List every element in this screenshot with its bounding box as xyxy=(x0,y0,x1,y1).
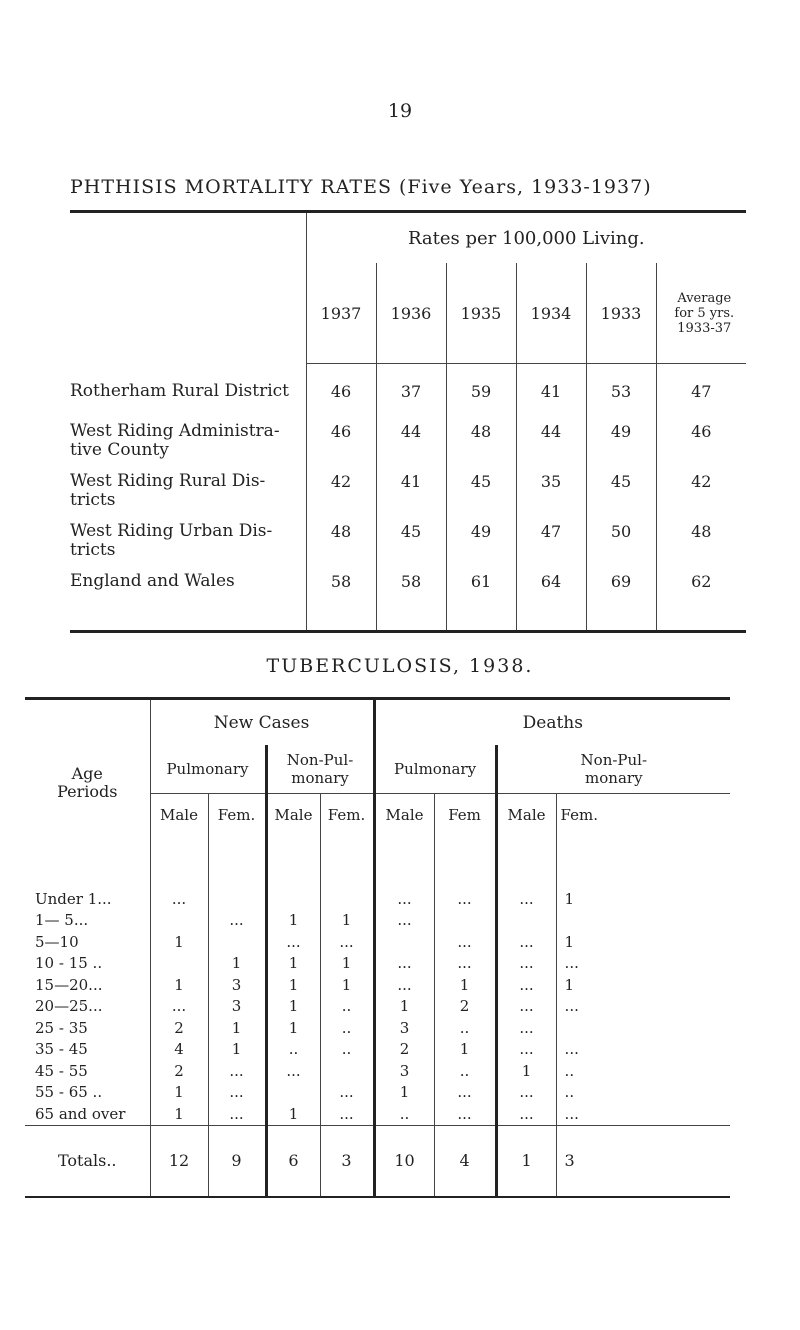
year-header: 1937 xyxy=(306,263,376,364)
count-cell xyxy=(556,910,730,932)
count-cell xyxy=(556,1017,730,1039)
label-line: tricts xyxy=(70,490,116,510)
rate-cell: 44 xyxy=(516,412,586,462)
label-line: England and Wales xyxy=(70,571,235,591)
count-cell: .. xyxy=(556,1060,730,1082)
count-cell: ... xyxy=(434,953,496,975)
count-cell: ... xyxy=(320,931,374,953)
rate-cell: 49 xyxy=(586,412,656,462)
label-line: Rotherham Rural District xyxy=(70,380,289,401)
rate-cell: 47 xyxy=(656,364,746,413)
count-cell: ... xyxy=(208,1060,266,1082)
count-cell: ... xyxy=(434,931,496,953)
count-cell: ... xyxy=(496,953,556,975)
count-cell: ... xyxy=(496,1017,556,1039)
female-header: Fem. xyxy=(320,794,374,867)
count-cell: ... xyxy=(374,974,434,996)
rate-cell: 61 xyxy=(446,562,516,632)
count-cell: 1 xyxy=(556,866,730,910)
age-period-cell: 15—20... xyxy=(35,975,103,994)
total-cell: 1 xyxy=(496,1125,556,1197)
table-row xyxy=(25,1103,730,1125)
count-cell: ... xyxy=(556,953,730,975)
header-line: monary xyxy=(585,769,643,787)
average-header-line: for 5 yrs. xyxy=(674,305,735,321)
count-cell xyxy=(150,910,208,932)
header-line: Age xyxy=(71,764,103,783)
count-cell: ... xyxy=(496,1082,556,1104)
count-cell: ... xyxy=(208,1082,266,1104)
totals-label: Totals.. xyxy=(25,1125,150,1197)
header-line: Non-Pul- xyxy=(580,751,648,769)
count-cell xyxy=(208,866,266,910)
rate-cell: 46 xyxy=(656,412,746,462)
table-row xyxy=(25,866,730,910)
age-periods-header xyxy=(25,699,150,867)
count-cell: ... xyxy=(434,1082,496,1104)
count-cell: ... xyxy=(556,1039,730,1061)
table-row xyxy=(25,996,730,1018)
tuberculosis-rows xyxy=(25,866,730,1125)
year-header: 1935 xyxy=(446,263,516,364)
count-cell: ... xyxy=(434,1103,496,1125)
count-cell: .. xyxy=(434,1060,496,1082)
rate-cell: 49 xyxy=(446,512,516,562)
total-cell: 3 xyxy=(556,1125,730,1197)
year-header: 1936 xyxy=(376,263,446,364)
table-row xyxy=(25,1039,730,1061)
year-header: 1934 xyxy=(516,263,586,364)
count-cell: 1 xyxy=(150,974,208,996)
average-header-line: 1933-37 xyxy=(677,320,732,336)
age-period-cell: 55 - 65 .. xyxy=(35,1083,103,1102)
rate-cell: 58 xyxy=(376,562,446,632)
table-row xyxy=(25,953,730,975)
table-row xyxy=(25,974,730,996)
rate-cell: 50 xyxy=(586,512,656,562)
year-header: 1933 xyxy=(586,263,656,364)
count-cell: 1 xyxy=(266,974,320,996)
count-cell: 1 xyxy=(374,1082,434,1104)
count-cell xyxy=(320,1060,374,1082)
count-cell: 1 xyxy=(208,1039,266,1061)
count-cell: 4 xyxy=(150,1039,208,1061)
count-cell: ... xyxy=(208,910,266,932)
count-cell: 1 xyxy=(320,953,374,975)
count-cell: 1 xyxy=(266,953,320,975)
count-cell: ... xyxy=(320,1082,374,1104)
female-header: Fem xyxy=(434,794,496,867)
header-line: Non-Pul- xyxy=(286,751,354,769)
count-cell: 3 xyxy=(208,996,266,1018)
count-cell xyxy=(434,910,496,932)
count-cell: ... xyxy=(556,996,730,1018)
age-period-cell: 45 - 55 xyxy=(35,1061,88,1080)
count-cell: 1 xyxy=(266,996,320,1018)
count-cell: ... xyxy=(208,1103,266,1125)
rate-cell: 44 xyxy=(376,412,446,462)
average-header xyxy=(656,263,746,364)
label-line: West Riding Urban Dis- xyxy=(70,521,273,541)
count-cell: 1 xyxy=(266,910,320,932)
table-row xyxy=(70,412,746,462)
count-cell: 3 xyxy=(374,1017,434,1039)
age-period-cell: 10 - 15 .. xyxy=(35,954,103,973)
count-cell: .. xyxy=(266,1039,320,1061)
district-label xyxy=(70,462,306,512)
rate-cell: 47 xyxy=(516,512,586,562)
count-cell: ... xyxy=(374,910,434,932)
count-cell: .. xyxy=(320,996,374,1018)
rate-cell: 42 xyxy=(306,462,376,512)
female-header: Fem. xyxy=(556,794,730,867)
male-header: Male xyxy=(266,794,320,867)
phthisis-title: PHTHISIS MORTALITY RATES (Five Years, 1933-1937) xyxy=(70,176,652,198)
count-cell: 1 xyxy=(150,1082,208,1104)
header-line: monary xyxy=(291,769,349,787)
total-cell: 3 xyxy=(320,1125,374,1197)
tuberculosis-title: TUBERCULOSIS, 1938. xyxy=(266,655,534,677)
age-period-cell: 1— 5... xyxy=(35,911,89,930)
table-row xyxy=(25,1017,730,1039)
age-period-cell: 5—10 xyxy=(35,932,79,951)
totals-row xyxy=(25,1125,730,1197)
tuberculosis-table xyxy=(25,697,730,1198)
count-cell xyxy=(266,866,320,910)
count-cell: 1 xyxy=(150,1103,208,1125)
count-cell: 1 xyxy=(556,974,730,996)
corner-cell xyxy=(70,212,306,264)
phthisis-table xyxy=(70,210,746,633)
count-cell: .. xyxy=(556,1082,730,1104)
count-cell: 3 xyxy=(208,974,266,996)
count-cell: 1 xyxy=(434,1039,496,1061)
district-label xyxy=(70,562,306,632)
total-cell: 6 xyxy=(266,1125,320,1197)
female-header: Fem. xyxy=(208,794,266,867)
count-cell: ... xyxy=(496,974,556,996)
rate-cell: 45 xyxy=(446,462,516,512)
table-row xyxy=(70,562,746,632)
count-cell: 1 xyxy=(320,910,374,932)
total-cell: 4 xyxy=(434,1125,496,1197)
table-row xyxy=(70,462,746,512)
district-label xyxy=(70,364,306,413)
rate-cell: 58 xyxy=(306,562,376,632)
rate-cell: 48 xyxy=(446,412,516,462)
male-header: Male xyxy=(496,794,556,867)
total-cell: 9 xyxy=(208,1125,266,1197)
count-cell: ... xyxy=(496,996,556,1018)
count-cell: ... xyxy=(150,996,208,1018)
deaths-header: Deaths xyxy=(374,699,730,746)
rates-header: Rates per 100,000 Living. xyxy=(306,212,746,264)
rate-cell: 45 xyxy=(586,462,656,512)
count-cell xyxy=(266,1082,320,1104)
table-row xyxy=(70,364,746,413)
rate-cell: 42 xyxy=(656,462,746,512)
count-cell: 1 xyxy=(374,996,434,1018)
rate-cell: 69 xyxy=(586,562,656,632)
pulmonary-header: Pulmonary xyxy=(150,745,266,794)
total-cell: 10 xyxy=(374,1125,434,1197)
count-cell: ... xyxy=(496,1039,556,1061)
table-row xyxy=(25,1082,730,1104)
count-cell: ... xyxy=(150,866,208,910)
total-cell: 12 xyxy=(150,1125,208,1197)
rate-cell: 59 xyxy=(446,364,516,413)
non-pulmonary-header xyxy=(266,745,374,794)
count-cell: 2 xyxy=(434,996,496,1018)
count-cell: 1 xyxy=(434,974,496,996)
count-cell: 1 xyxy=(150,931,208,953)
count-cell: 3 xyxy=(374,1060,434,1082)
count-cell: ... xyxy=(266,1060,320,1082)
count-cell: 1 xyxy=(556,931,730,953)
count-cell: ... xyxy=(496,931,556,953)
count-cell: 2 xyxy=(150,1060,208,1082)
rate-cell: 48 xyxy=(306,512,376,562)
count-cell: ... xyxy=(374,866,434,910)
rate-cell: 37 xyxy=(376,364,446,413)
count-cell: 1 xyxy=(208,953,266,975)
age-period-cell: Under 1... xyxy=(35,889,112,908)
count-cell: 2 xyxy=(150,1017,208,1039)
non-pulmonary-header xyxy=(496,745,730,794)
corner-cell xyxy=(70,263,306,364)
rate-cell: 46 xyxy=(306,412,376,462)
count-cell: ... xyxy=(496,866,556,910)
header-line: Periods xyxy=(57,782,118,801)
count-cell: ... xyxy=(434,866,496,910)
count-cell xyxy=(496,910,556,932)
label-line: West Riding Rural Dis- xyxy=(70,471,266,491)
count-cell xyxy=(320,866,374,910)
label-line: tricts xyxy=(70,540,116,560)
count-cell: .. xyxy=(320,1017,374,1039)
table-row xyxy=(25,1060,730,1082)
pulmonary-header: Pulmonary xyxy=(374,745,496,794)
count-cell: ... xyxy=(556,1103,730,1125)
label-line: West Riding Administra- xyxy=(70,421,280,441)
count-cell: 1 xyxy=(266,1103,320,1125)
rate-cell: 46 xyxy=(306,364,376,413)
table-row xyxy=(25,910,730,932)
new-cases-header: New Cases xyxy=(150,699,374,746)
count-cell: ... xyxy=(266,931,320,953)
page-number: 19 xyxy=(387,100,413,122)
age-period-cell: 35 - 45 xyxy=(35,1040,88,1059)
table-row xyxy=(70,512,746,562)
age-period-cell: 65 and over xyxy=(35,1104,126,1123)
age-period-cell: 20—25... xyxy=(35,997,103,1016)
count-cell: .. xyxy=(434,1017,496,1039)
count-cell xyxy=(208,931,266,953)
count-cell: 1 xyxy=(320,974,374,996)
male-header: Male xyxy=(150,794,208,867)
count-cell xyxy=(374,931,434,953)
rate-cell: 53 xyxy=(586,364,656,413)
rate-cell: 41 xyxy=(376,462,446,512)
rate-cell: 62 xyxy=(656,562,746,632)
count-cell: ... xyxy=(320,1103,374,1125)
rate-cell: 41 xyxy=(516,364,586,413)
district-label xyxy=(70,512,306,562)
rate-cell: 48 xyxy=(656,512,746,562)
age-period-cell: 25 - 35 xyxy=(35,1018,88,1037)
average-header-line: Average xyxy=(677,290,732,306)
count-cell: .. xyxy=(374,1103,434,1125)
count-cell xyxy=(150,953,208,975)
count-cell: 1 xyxy=(208,1017,266,1039)
count-cell: ... xyxy=(496,1103,556,1125)
count-cell: ... xyxy=(374,953,434,975)
district-label xyxy=(70,412,306,462)
count-cell: 1 xyxy=(496,1060,556,1082)
label-line: tive County xyxy=(70,440,169,460)
rate-cell: 35 xyxy=(516,462,586,512)
rate-cell: 64 xyxy=(516,562,586,632)
count-cell: 1 xyxy=(266,1017,320,1039)
count-cell: .. xyxy=(320,1039,374,1061)
table-row xyxy=(25,931,730,953)
male-header: Male xyxy=(374,794,434,867)
count-cell: 2 xyxy=(374,1039,434,1061)
rate-cell: 45 xyxy=(376,512,446,562)
